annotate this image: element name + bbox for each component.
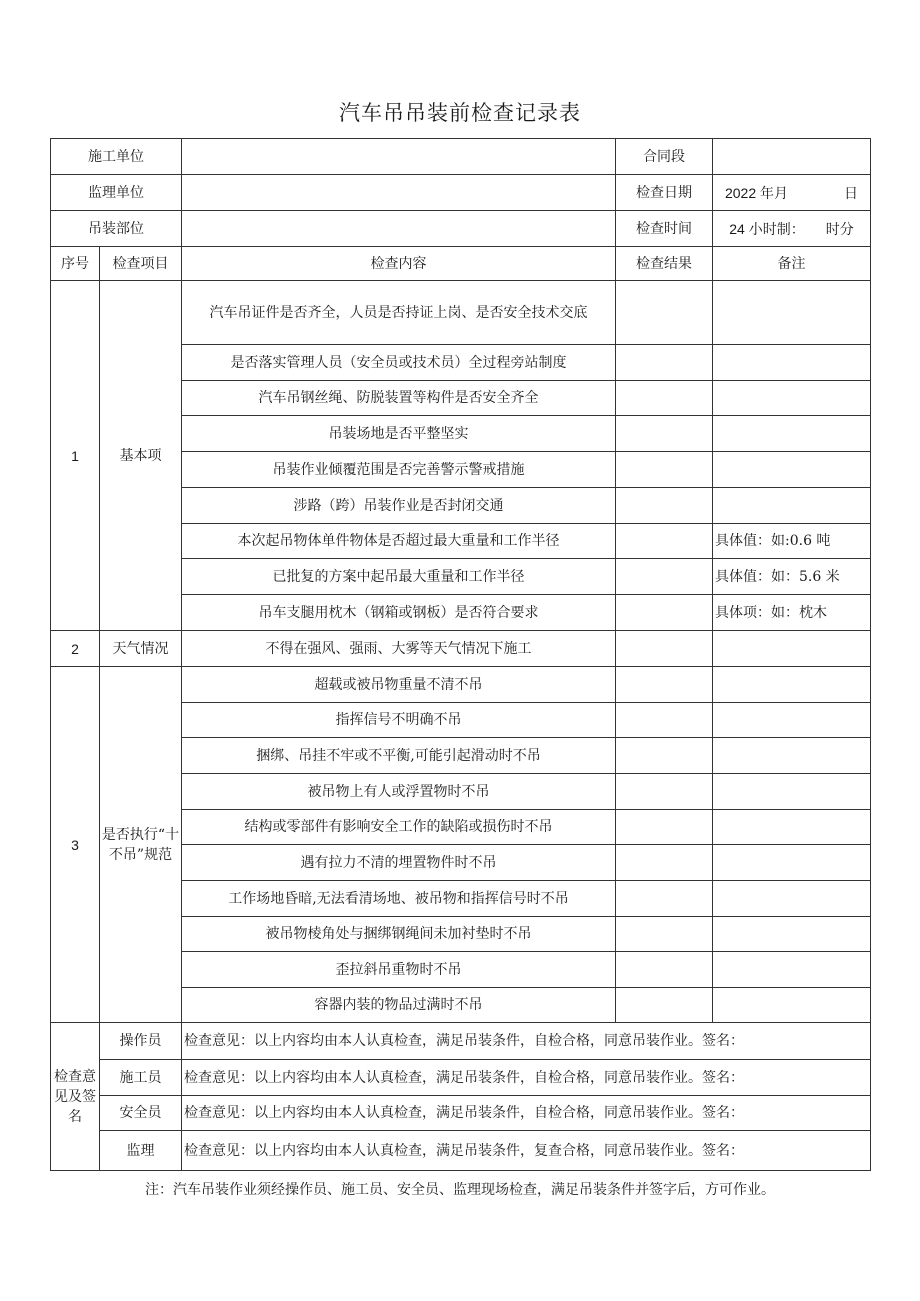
check-remark[interactable]	[713, 631, 871, 667]
check-remark[interactable]	[713, 381, 871, 416]
check-content: 超载或被吊物重量不清不吊	[182, 667, 616, 703]
signoff-role: 操作员	[100, 1023, 182, 1060]
check-content: 结构或零部件有影响安全工作的缺陷或损伤时不吊	[182, 810, 616, 845]
field-value[interactable]	[182, 175, 616, 211]
check-remark[interactable]: 具体值：如:0.6 吨	[713, 524, 871, 559]
check-result[interactable]	[616, 416, 713, 452]
check-content: 捆绑、吊挂不牢或不平衡,可能引起滑动时不吊	[182, 738, 616, 774]
table-row	[51, 1023, 871, 1060]
check-remark[interactable]	[713, 345, 871, 381]
check-result[interactable]	[616, 952, 713, 988]
table-row	[51, 175, 871, 211]
check-content: 被吊物上有人或浮置物时不吊	[182, 774, 616, 810]
field-label: 吊装部位	[51, 211, 182, 247]
footnote: 注：汽车吊装作业须经操作员、施工员、安全员、监理现场检查，满足吊装条件并签字后，方可作业。	[145, 1182, 775, 1198]
check-content: 已批复的方案中起吊最大重量和工作半径	[182, 559, 616, 595]
check-content: 工作场地昏暗,无法看清场地、被吊物和指挥信号时不吊	[182, 881, 616, 917]
check-result[interactable]	[616, 381, 713, 416]
check-result[interactable]	[616, 667, 713, 703]
check-content: 吊装场地是否平整坚实	[182, 416, 616, 452]
column-header-item: 检查项目	[100, 247, 182, 281]
field-label: 施工单位	[51, 139, 182, 175]
table-row	[51, 281, 871, 345]
field-label: 检查日期	[616, 175, 713, 211]
check-content: 涉路（跨）吊装作业是否封闭交通	[182, 488, 616, 524]
check-remark[interactable]	[713, 845, 871, 881]
table-row	[51, 667, 871, 703]
check-remark[interactable]	[713, 703, 871, 738]
signoff-text[interactable]: 检查意见：以上内容均由本人认真检查，满足吊装条件，复查合格，同意吊装作业。签名：	[182, 1131, 871, 1171]
check-remark[interactable]	[713, 774, 871, 810]
check-result[interactable]	[616, 774, 713, 810]
field-label: 检查时间	[616, 211, 713, 247]
group-item: 天气情况	[100, 631, 182, 667]
check-result[interactable]	[616, 917, 713, 952]
check-remark[interactable]	[713, 810, 871, 845]
check-content: 是否落实管理人员（安全员或技术员）全过程旁站制度	[182, 345, 616, 381]
check-result[interactable]	[616, 845, 713, 881]
table-row	[51, 1131, 871, 1171]
field-value[interactable]	[182, 139, 616, 175]
check-result[interactable]	[616, 452, 713, 488]
check-remark[interactable]	[713, 917, 871, 952]
table-row	[51, 139, 871, 175]
check-remark[interactable]	[713, 488, 871, 524]
field-value[interactable]	[713, 139, 871, 175]
signoff-label: 检查意见及签名	[51, 1023, 100, 1171]
signoff-text[interactable]: 检查意见：以上内容均由本人认真检查，满足吊装条件，自检合格，同意吊装作业。签名：	[182, 1060, 871, 1096]
check-remark[interactable]	[713, 281, 871, 345]
inspection-table-body	[51, 139, 871, 1171]
group-number: 1	[51, 281, 100, 631]
field-label: 监理单位	[51, 175, 182, 211]
page-title: 汽车吊吊装前检查记录表	[339, 101, 581, 125]
check-result[interactable]	[616, 595, 713, 631]
check-content: 指挥信号不明确不吊	[182, 703, 616, 738]
inspection-table	[50, 138, 871, 1171]
check-content: 汽车吊证件是否齐全，人员是否持证上岗、是否安全技术交底	[182, 281, 616, 345]
check-result[interactable]	[616, 631, 713, 667]
signoff-role: 施工员	[100, 1060, 182, 1096]
check-remark[interactable]: 具体项：如：枕木	[713, 595, 871, 631]
field-value[interactable]: 24 小时制： 时分	[713, 211, 871, 247]
check-content: 歪拉斜吊重物时不吊	[182, 952, 616, 988]
check-remark[interactable]	[713, 667, 871, 703]
check-remark[interactable]	[713, 952, 871, 988]
group-item: 是否执行“十不吊”规范	[100, 667, 182, 1023]
column-header-no: 序号	[51, 247, 100, 281]
signoff-role: 安全员	[100, 1096, 182, 1131]
signoff-text[interactable]: 检查意见：以上内容均由本人认真检查，满足吊装条件，自检合格，同意吊装作业。签名：	[182, 1096, 871, 1131]
check-remark[interactable]	[713, 416, 871, 452]
check-result[interactable]	[616, 881, 713, 917]
table-row	[51, 1096, 871, 1131]
group-item: 基本项	[100, 281, 182, 631]
check-remark[interactable]	[713, 738, 871, 774]
table-row	[51, 247, 871, 281]
table-row	[51, 211, 871, 247]
check-result[interactable]	[616, 559, 713, 595]
check-remark[interactable]	[713, 452, 871, 488]
check-result[interactable]	[616, 345, 713, 381]
check-content: 吊车支腿用枕木（钢箱或钢板）是否符合要求	[182, 595, 616, 631]
check-result[interactable]	[616, 281, 713, 345]
check-remark[interactable]	[713, 988, 871, 1023]
check-result[interactable]	[616, 988, 713, 1023]
column-header-remark: 备注	[713, 247, 871, 281]
check-content: 汽车吊钢丝绳、防脱装置等构件是否安全齐全	[182, 381, 616, 416]
group-number: 2	[51, 631, 100, 667]
signoff-text[interactable]: 检查意见：以上内容均由本人认真检查，满足吊装条件，自检合格，同意吊装作业。签名：	[182, 1023, 871, 1060]
field-label: 合同段	[616, 139, 713, 175]
check-content: 吊装作业倾覆范围是否完善警示警戒措施	[182, 452, 616, 488]
check-content: 容器内装的物品过满时不吊	[182, 988, 616, 1023]
check-content: 本次起吊物体单件物体是否超过最大重量和工作半径	[182, 524, 616, 559]
check-content: 遇有拉力不清的埋置物件时不吊	[182, 845, 616, 881]
check-result[interactable]	[616, 810, 713, 845]
group-number: 3	[51, 667, 100, 1023]
check-remark[interactable]: 具体值：如：5.6 米	[713, 559, 871, 595]
table-row	[51, 631, 871, 667]
table-row	[51, 1060, 871, 1096]
check-content: 被吊物棱角处与捆绑钢绳间未加衬垫时不吊	[182, 917, 616, 952]
check-result[interactable]	[616, 703, 713, 738]
field-value[interactable]	[182, 211, 616, 247]
check-result[interactable]	[616, 524, 713, 559]
column-header-content: 检查内容	[182, 247, 616, 281]
column-header-result: 检查结果	[616, 247, 713, 281]
check-result[interactable]	[616, 488, 713, 524]
check-remark[interactable]	[713, 881, 871, 917]
check-result[interactable]	[616, 738, 713, 774]
field-value[interactable]: 2022 年月 日	[713, 175, 871, 211]
check-content: 不得在强风、强雨、大雾等天气情况下施工	[182, 631, 616, 667]
signoff-role: 监理	[100, 1131, 182, 1171]
